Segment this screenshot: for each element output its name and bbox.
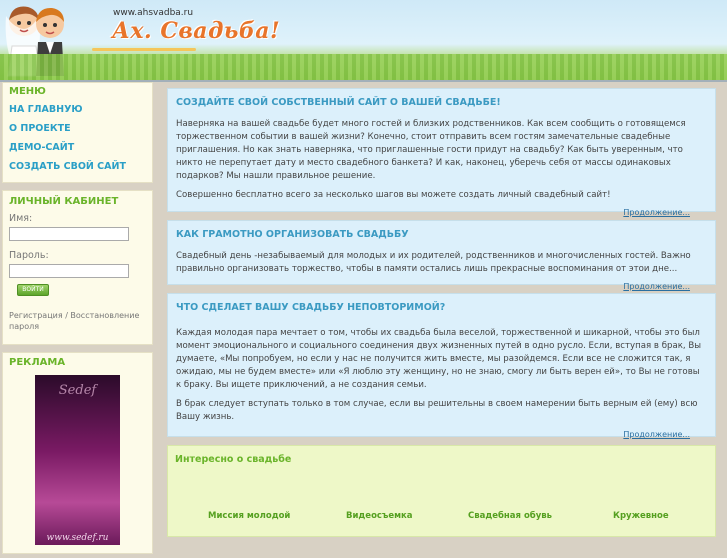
article-title[interactable]: ЧТО СДЕЛАЕТ ВАШУ СВАДЬБУ НЕПОВТОРИМОЙ?	[176, 302, 446, 313]
interest-link[interactable]: Видеосъемка	[346, 511, 413, 521]
read-more-link[interactable]: Продолжение...	[623, 282, 690, 291]
name-input[interactable]	[9, 227, 129, 241]
ad-logo: Sedef	[58, 383, 97, 398]
article-text: Наверняка на вашей свадьбе будет много гостей и близких родственников. Как всем сообщить о готовящемся торжественном событии в вашей жизни? Конечно, стоит отправить всем гостям замечательные свадебные приглашения. Но как знать наверняка, что приглашенные гости придут на свадьбу? Как быть уверенным, что никто не перепутает дату и место свадебного банкета? И как, наконец, уберечь себя от массы одинаковых подарков? Мы нашли правильное решение.	[176, 119, 686, 181]
menu-item-create-site[interactable]: СОЗДАТЬ СВОЙ САЙТ	[9, 161, 126, 172]
menu-heading: МЕНЮ	[9, 86, 46, 97]
grass-decoration	[0, 54, 727, 80]
ads-heading: РЕКЛАМА	[9, 357, 66, 368]
article-text: Свадебный день -незабываемый для молодых и их родителей, родственников и многочисленных гостей. Важно правильно организовать торжество, чтобы в памяти остались лишь прекрасные воспоминания от этои дне...	[176, 251, 691, 274]
interest-link[interactable]: Свадебная обувь	[468, 511, 553, 521]
article-card	[167, 220, 716, 291]
login-button[interactable]: ВОЙТИ	[17, 284, 49, 296]
article-text: Совершенно бесплатно всего за несколько шагов вы можете создать личный свадебный сайт!	[176, 190, 611, 200]
cabinet-heading: ЛИЧНЫЙ КАБИНЕТ	[9, 196, 119, 207]
interest-heading: Интересно о свадьбе	[175, 454, 292, 465]
register-link[interactable]: Регистрация / Восстановление пароля	[9, 311, 140, 331]
title-underline	[92, 48, 196, 51]
password-input[interactable]	[9, 264, 129, 278]
menu-box	[2, 82, 153, 183]
read-more-link[interactable]: Продолжение...	[623, 430, 690, 439]
name-label: Имя:	[9, 213, 33, 224]
interest-section	[167, 445, 716, 537]
ads-box	[2, 352, 153, 554]
read-more-link[interactable]: Продолжение...	[623, 208, 690, 217]
interest-link[interactable]: Миссия молодой	[208, 511, 291, 521]
menu-item-demo[interactable]: ДЕМО-САЙТ	[9, 142, 75, 153]
cabinet-box	[2, 190, 153, 345]
article-text: Каждая молодая пара мечтает о том, чтобы их свадьба была веселой, торжественной и шикарной, чтобы это был момент эмоционального и социального соединения двух жизненных путей в одно русло. Если, вступая в брак, Вы думаете, «Мы попробуем, но если у нас не получится жить вместе, мы разойдемся. Если все не сложится так, я ожидаю, мы не будем вместе» или «Я люблю эту женщину, но не знаю, смогу ли быть верен ей», то Вы не готовы к браку. Вы ищете приключений, а не создания семьи.	[176, 328, 702, 390]
article-text: В брак следует вступать только в том случае, если вы решительны в своем намерении быть верным ей (ему) всю Вашу жизнь.	[176, 399, 698, 422]
menu-item-home[interactable]: НА ГЛАВНУЮ	[9, 104, 83, 115]
article-card	[167, 88, 716, 217]
interest-link[interactable]: Кружевное	[613, 511, 669, 521]
menu-item-about[interactable]: О ПРОЕКТЕ	[9, 123, 71, 134]
site-title[interactable]: Ах. Свадьба!	[112, 18, 281, 44]
password-label: Пароль:	[9, 250, 49, 261]
main-content	[167, 88, 716, 537]
site-header	[0, 0, 727, 80]
ad-banner[interactable]	[35, 375, 120, 545]
article-card	[167, 293, 716, 437]
article-title[interactable]: СОЗДАЙТЕ СВОЙ СОБСТВЕННЫЙ САЙТ О ВАШЕЙ СВАДЬБЕ!	[176, 97, 501, 108]
site-url: www.ahsvadba.ru	[113, 8, 194, 18]
article-title[interactable]: КАК ГРАМОТНО ОРГАНИЗОВАТЬ СВАДЬБУ	[176, 229, 409, 240]
ad-url: www.sedef.ru	[46, 533, 109, 543]
sidebar	[2, 82, 153, 558]
